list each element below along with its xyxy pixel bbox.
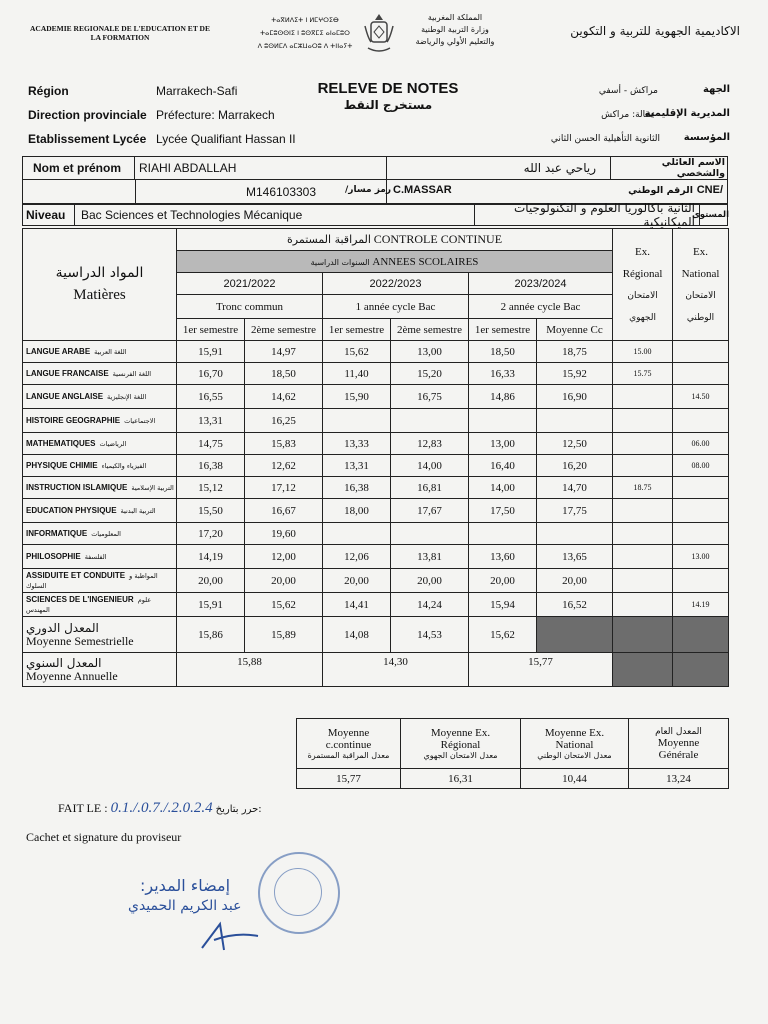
subject-name [23, 455, 177, 477]
sem-avg-value: 14,53 [391, 617, 469, 653]
grade-cell: 13,33 [323, 433, 391, 455]
subject-name [23, 409, 177, 433]
grade-cell: 14,97 [245, 341, 323, 363]
fait-le-label-ar: حرر بتاريخ: [215, 804, 262, 815]
region-value-ar: مراكش - أسفي [598, 86, 658, 96]
grade-cell: 12,62 [245, 455, 323, 477]
niveau-row [22, 201, 729, 229]
subject-name-fr: MATHEMATIQUES [26, 438, 96, 448]
year-avg-label [23, 653, 177, 687]
student-name: RIAHI ABDALLAH [135, 157, 387, 179]
annees-header-fr: ANNEES SCOLAIRES [372, 255, 479, 268]
level-header: 2 année cycle Bac [469, 295, 613, 319]
ex-national-cell [673, 363, 729, 385]
tifinagh-line: ⴷ ⵓⵙⵍⵎⴷ ⴰⵎⵣⵡⴰⵔⵓ ⴷ ⵜⵏⵏⴰⵢⵜ [257, 42, 353, 50]
grade-cell: 17,12 [245, 477, 323, 499]
sem-avg-value: 15,62 [469, 617, 537, 653]
grade-cell: 20,00 [323, 569, 391, 593]
grade-cell: 16,38 [323, 477, 391, 499]
table-row [23, 363, 729, 385]
avg-header-line: المعدل العام [655, 726, 702, 737]
grade-cell: 13,31 [323, 455, 391, 477]
grade-cell [537, 409, 613, 433]
grade-cell: 14,75 [177, 433, 245, 455]
ministry-line: المملكة المغربية [427, 13, 483, 22]
ex-national-cell: 14.50 [673, 385, 729, 409]
grade-cell: 16,38 [177, 455, 245, 477]
grade-cell: 13,65 [537, 545, 613, 569]
grades-table [22, 228, 729, 687]
page-title-ar: مستخرج النقط [343, 98, 433, 112]
grade-cell: 16,67 [245, 499, 323, 523]
grade-cell: 15,62 [245, 593, 323, 617]
grade-rows [23, 341, 729, 617]
ministry-name-ar [395, 12, 515, 48]
table-row [23, 385, 729, 409]
year-header: 2023/2024 [469, 273, 613, 295]
grade-cell: 16,81 [391, 477, 469, 499]
ex-national-cell: 08.00 [673, 455, 729, 477]
level-header: 1 année cycle Bac [323, 295, 469, 319]
subject-name-fr: PHILOSOPHIE [26, 551, 81, 561]
subject-name-fr: INFORMATIQUE [26, 528, 88, 538]
subject-name-fr: HISTOIRE GEOGRAPHIE [26, 415, 121, 425]
grade-cell [391, 523, 469, 545]
grade-cell: 18,00 [323, 499, 391, 523]
avg-header-line: Générale [658, 748, 699, 761]
shaded-cell [673, 653, 729, 687]
region-label: Région [28, 84, 69, 98]
matieres-header-ar: المواد الدراسية [55, 265, 144, 281]
school-stamp-icon [258, 852, 340, 934]
table-row [23, 455, 729, 477]
grade-cell: 17,20 [177, 523, 245, 545]
grade-cell: 12,06 [323, 545, 391, 569]
name-row [22, 156, 728, 180]
signature-scribble-icon [196, 918, 266, 958]
ministry-line: وزارة التربية الوطنية [421, 25, 489, 34]
grade-cell: 12,50 [537, 433, 613, 455]
ex-regional-cell [613, 593, 673, 617]
subject-name-ar: الفيزياء والكيمياء [101, 461, 147, 470]
ministry-name-tifinagh [240, 14, 370, 53]
grade-cell: 14,41 [323, 593, 391, 617]
year-avg-value: 15,88 [177, 653, 323, 687]
ex-regional-cell [613, 409, 673, 433]
grade-cell: 18,50 [469, 341, 537, 363]
ex-regional-cell: 15.75 [613, 363, 673, 385]
avg-value-cc: 15,77 [297, 769, 401, 789]
niveau-label-ar: المستوى [699, 205, 729, 225]
subject-name-ar: التربية الإسلامية [131, 483, 174, 492]
etablissement-value-ar: الثانوية التأهيلية الحسن الثاني [550, 134, 660, 144]
annees-header-ar: السنوات الدراسية [310, 257, 370, 267]
avg-header [629, 719, 729, 769]
grade-cell: 18,50 [245, 363, 323, 385]
ex-national-cell [673, 409, 729, 433]
semester-header: 1er semestre [323, 319, 391, 341]
niveau-label: Niveau [23, 205, 75, 225]
cachet-label: Cachet et signature du proviseur [26, 830, 182, 844]
academy-name-ar: الاكاديمية الجهوية للتربية و التكوين [570, 24, 740, 38]
sem-avg-value: 14,08 [323, 617, 391, 653]
subject-name-ar: المواظبة و السلوك [26, 571, 158, 590]
name-label: Nom et prénom [23, 157, 135, 179]
avg-header-line: معدل المراقبة المستمرة [307, 751, 390, 760]
annees-header [177, 251, 613, 273]
subject-name [23, 499, 177, 523]
ex-national-line: National [681, 267, 720, 280]
cne-label-ar: الرقم الوطني [628, 185, 693, 196]
ex-national-cell [673, 477, 729, 499]
avg-header-line: Régional [440, 739, 481, 751]
etablissement-value: Lycée Qualifiant Hassan II [156, 132, 296, 146]
shaded-cell [673, 617, 729, 653]
ex-regional-header [613, 229, 673, 341]
ex-national-cell [673, 341, 729, 363]
subject-name-fr: INSTRUCTION ISLAMIQUE [26, 482, 128, 492]
page-title: RELEVE DE NOTES [317, 80, 459, 97]
grade-cell: 20,00 [469, 569, 537, 593]
grade-cell: 16,55 [177, 385, 245, 409]
semester-header: 2ème semestre [245, 319, 323, 341]
subject-name-fr: LANGUE ARABE [26, 346, 91, 356]
grade-cell: 16,33 [469, 363, 537, 385]
grade-cell: 20,00 [391, 569, 469, 593]
subject-name [23, 433, 177, 455]
avg-header [401, 719, 521, 769]
subject-name-ar: الفلسفة [84, 552, 107, 561]
massar-label: C.MASSAR [393, 184, 452, 196]
grade-cell: 14,70 [537, 477, 613, 499]
table-row [23, 499, 729, 523]
sem-avg-value: 15,89 [245, 617, 323, 653]
avg-value-national: 10,44 [521, 769, 629, 789]
grade-cell: 16,25 [245, 409, 323, 433]
fait-le-date: 0.1./.0.7./.2.0.2.4 [110, 800, 213, 816]
subject-name-ar: علوم المهندس [26, 595, 152, 614]
ex-regional-line: الجهوي [629, 312, 656, 323]
table-row [23, 593, 729, 617]
avg-header-line: Moyenne Ex. [544, 727, 605, 739]
avg-header-line: National [555, 739, 594, 751]
grade-cell: 16,20 [537, 455, 613, 477]
ex-national-line: الوطني [686, 312, 715, 323]
grade-cell: 12,00 [245, 545, 323, 569]
ex-national-cell: 06.00 [673, 433, 729, 455]
subject-name [23, 545, 177, 569]
grade-cell: 11,40 [323, 363, 391, 385]
grade-cell [391, 409, 469, 433]
controle-header-ar: المراقبة المستمرة [287, 233, 371, 246]
grade-cell: 14,00 [391, 455, 469, 477]
avg-header-line: c.continue [325, 739, 372, 751]
ex-regional-line: الامتحان [627, 290, 658, 301]
grade-cell: 19,60 [245, 523, 323, 545]
semester-header: 1er semestre [177, 319, 245, 341]
subject-name [23, 363, 177, 385]
ministry-line: والتعليم الأولي والرياضة [415, 37, 495, 46]
direction-label-ar: المديرية الإقليمية [644, 108, 730, 119]
grade-cell: 16,90 [537, 385, 613, 409]
subject-name [23, 569, 177, 593]
shaded-cell [537, 617, 613, 653]
etablissement-label-ar: المؤسسة [683, 132, 730, 143]
direction-value: Préfecture: Marrakech [156, 108, 275, 122]
subject-name [23, 593, 177, 617]
shaded-cell [613, 653, 673, 687]
grade-cell: 13,60 [469, 545, 537, 569]
grade-cell: 14,19 [177, 545, 245, 569]
ex-regional-cell: 15.00 [613, 341, 673, 363]
table-row [23, 569, 729, 593]
grade-cell: 17,75 [537, 499, 613, 523]
subject-name-fr: LANGUE ANGLAISE [26, 391, 104, 401]
grade-cell [323, 523, 391, 545]
grade-cell: 15,92 [537, 363, 613, 385]
subject-name-fr: EDUCATION PHYSIQUE [26, 505, 117, 515]
table-row [23, 433, 729, 455]
grade-cell: 13,00 [469, 433, 537, 455]
year-avg-label-ar: المعدل السنوي [26, 655, 102, 670]
grade-cell: 13,00 [391, 341, 469, 363]
ex-regional-line: Ex. [635, 245, 651, 258]
grade-cell: 16,40 [469, 455, 537, 477]
subject-name [23, 385, 177, 409]
cne-label: CNE/ [696, 184, 723, 196]
name-label-ar: الاسم العائلي والشخصي [661, 157, 725, 179]
ex-national-cell: 14.19 [673, 593, 729, 617]
ex-national-cell [673, 523, 729, 545]
avg-header-line: Moyenne [327, 727, 370, 739]
royal-emblem-icon [362, 12, 396, 56]
avg-header [521, 719, 629, 769]
subject-name-ar: التربية البدنية [120, 506, 156, 515]
table-row [23, 477, 729, 499]
year-header: 2022/2023 [323, 273, 469, 295]
grade-cell: 18,75 [537, 341, 613, 363]
sem-avg-label [23, 617, 177, 653]
ex-regional-cell [613, 385, 673, 409]
ex-national-cell [673, 569, 729, 593]
ex-regional-cell [613, 433, 673, 455]
subject-name-ar: اللغة الفرنسية [112, 369, 152, 378]
controle-header-fr: CONTROLE CONTINUE [373, 232, 503, 246]
ex-regional-cell [613, 499, 673, 523]
controle-header [177, 229, 613, 251]
subject-name [23, 523, 177, 545]
ex-regional-cell [613, 523, 673, 545]
year-avg-label-fr: Moyenne Annuelle [26, 668, 118, 683]
table-row [23, 409, 729, 433]
grade-cell: 14,24 [391, 593, 469, 617]
year-header: 2021/2022 [177, 273, 323, 295]
matieres-header-fr: Matières [73, 287, 126, 303]
grade-cell: 15,91 [177, 593, 245, 617]
shaded-cell [613, 617, 673, 653]
subject-name-fr: PHYSIQUE CHIMIE [26, 460, 98, 470]
grade-cell [323, 409, 391, 433]
grade-cell [469, 523, 537, 545]
semester-header: Moyenne Cc [537, 319, 613, 341]
subject-name-ar: اللغة الإنجليزية [107, 392, 147, 401]
subject-name-ar: الرياضيات [99, 439, 127, 448]
sem-avg-label-fr: Moyenne Semestrielle [26, 633, 134, 648]
subject-name [23, 341, 177, 363]
grade-cell: 14,00 [469, 477, 537, 499]
student-name-ar: رياحي عبد الله [387, 157, 611, 179]
ex-national-cell [673, 499, 729, 523]
grade-cell: 12,83 [391, 433, 469, 455]
year-avg-value: 14,30 [323, 653, 469, 687]
ex-regional-cell [613, 545, 673, 569]
grade-cell: 16,70 [177, 363, 245, 385]
avg-header-line: معدل الامتحان الوطني [537, 751, 612, 760]
avg-header-line: Moyenne Ex. [430, 727, 491, 739]
niveau-value-ar: الثانية باكالوريا العلوم و التكنولوجيات الميكانيكية [513, 201, 695, 229]
cne-value: M146103303 [135, 180, 387, 203]
massar-label-ar: رمز مسار/ [345, 185, 392, 195]
semester-header: 2ème semestre [391, 319, 469, 341]
grade-cell: 15,12 [177, 477, 245, 499]
subject-name-fr: SCIENCES DE L'INGENIEUR [26, 594, 134, 604]
avg-header-line: معدل الامتحان الجهوي [423, 751, 498, 760]
semester-header: 1er semestre [469, 319, 537, 341]
ex-regional-cell: 18.75 [613, 477, 673, 499]
grade-cell: 13,31 [177, 409, 245, 433]
grade-cell: 15,94 [469, 593, 537, 617]
year-avg-value: 15,77 [469, 653, 613, 687]
ex-national-cell: 13.00 [673, 545, 729, 569]
table-row [23, 545, 729, 569]
matieres-header [23, 229, 177, 341]
grade-cell: 16,75 [391, 385, 469, 409]
subject-name-ar: الاجتماعيات [124, 416, 156, 425]
grade-cell [537, 523, 613, 545]
ex-regional-line: Régional [622, 267, 663, 280]
ex-national-header [673, 229, 729, 341]
subject-name-ar: المعلوميات [91, 529, 121, 538]
tifinagh-line: ⵜⴰⵎⵓⵙⵙⵏⵉ ⵏ ⵓⵙⴳⵎⵉ ⴰⵏⴰⵎⵓⵔ [260, 29, 350, 37]
tifinagh-line: ⵜⴰⴳⵍⴷⵉⵜ ⵏ ⵍⵎⵖⵔⵉⴱ [271, 16, 339, 24]
level-header: Tronc commun [177, 295, 323, 319]
avg-value-general: 13,24 [629, 769, 729, 789]
table-row [23, 341, 729, 363]
sem-avg-label-ar: المعدل الدوري [26, 620, 99, 635]
grade-cell [469, 409, 537, 433]
avg-header-line: Moyenne [657, 736, 700, 749]
table-row [23, 523, 729, 545]
grade-cell: 17,50 [469, 499, 537, 523]
grade-cell: 14,86 [469, 385, 537, 409]
ex-national-line: الامتحان [685, 290, 716, 301]
grade-cell: 20,00 [245, 569, 323, 593]
fait-le-label: FAIT LE : [58, 801, 108, 815]
grade-cell: 17,67 [391, 499, 469, 523]
niveau-value: Bac Sciences et Technologies Mécanique [75, 205, 475, 225]
grade-cell: 16,52 [537, 593, 613, 617]
grade-cell: 15,91 [177, 341, 245, 363]
grade-cell: 15,20 [391, 363, 469, 385]
grade-cell: 15,50 [177, 499, 245, 523]
region-label-ar: الجهة [702, 84, 730, 95]
academy-name-fr: ACADEMIE REGIONALE DE L'EDUCATION ET DE LA FORMATION [30, 24, 210, 42]
subject-name-ar: اللغة العربية [94, 347, 127, 356]
ex-regional-cell [613, 569, 673, 593]
grade-cell: 15,62 [323, 341, 391, 363]
direction-label: Direction provinciale [28, 108, 147, 122]
grade-cell: 15,83 [245, 433, 323, 455]
grade-cell: 20,00 [177, 569, 245, 593]
grade-cell: 15,90 [323, 385, 391, 409]
avg-header [297, 719, 401, 769]
signature-title-ar: إمضاء المدير: [140, 876, 231, 895]
avg-value-regional: 16,31 [401, 769, 521, 789]
subject-name-fr: ASSIDUITE ET CONDUITE [26, 570, 126, 580]
ex-regional-cell [613, 455, 673, 477]
ex-national-line: Ex. [693, 245, 709, 258]
subject-name-fr: LANGUE FRANCAISE [26, 368, 109, 378]
signature-name-ar: عبد الكريم الحميدي [128, 898, 242, 914]
grade-cell: 14,62 [245, 385, 323, 409]
subject-name [23, 477, 177, 499]
etablissement-label: Etablissement Lycée [28, 132, 147, 146]
averages-table [296, 718, 729, 789]
grade-cell: 20,00 [537, 569, 613, 593]
grade-cell: 13,81 [391, 545, 469, 569]
region-value: Marrakech-Safi [156, 84, 238, 98]
fait-le [58, 800, 262, 817]
sem-avg-value: 15,86 [177, 617, 245, 653]
direction-value-ar: عمالة: مراكش [601, 110, 656, 120]
